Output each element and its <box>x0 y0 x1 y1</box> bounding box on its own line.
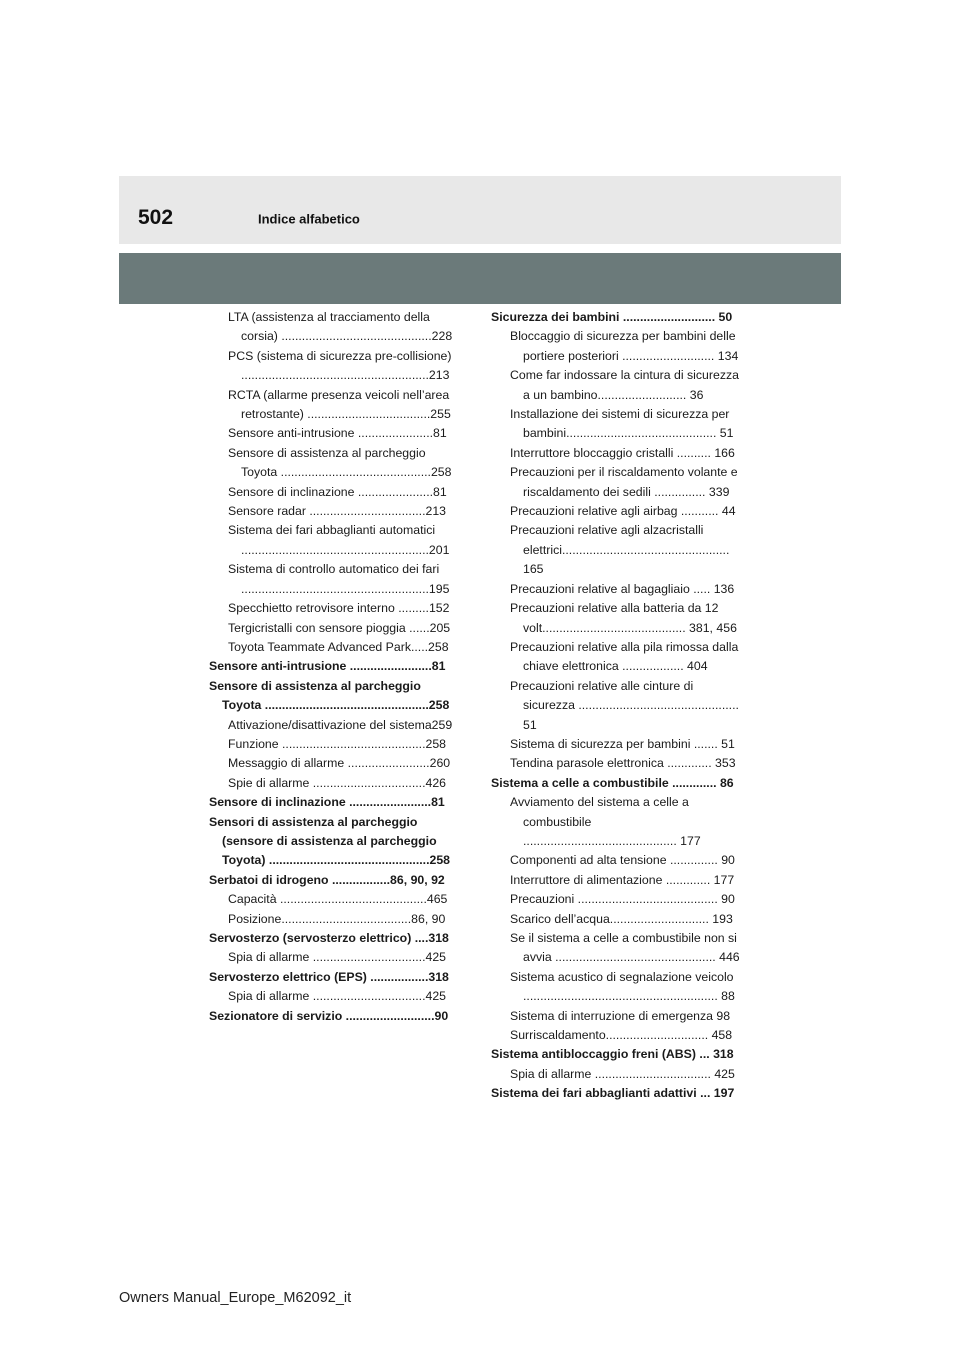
index-subentry: Tergicristalli con sensore pioggia ......205 <box>228 620 451 635</box>
index-subentry: Precauzioni relative al bagagliaio ..... 136 <box>510 581 735 596</box>
index-subentry: Sensore di inclinazione ......................81 <box>228 484 447 499</box>
section-title: Indice alfabetico <box>258 211 360 227</box>
index-subentry: Capacità ...........................................465 <box>228 892 448 907</box>
index-entry: Sensore anti-intrusione ........................81 <box>209 659 446 674</box>
index-subentry: Bloccaggio di sicurezza per bambini delle portiere posteriori ........................... 134 <box>510 329 739 363</box>
index-entry: Sensore di inclinazione ........................81 <box>209 795 445 810</box>
index-subentry: Tendina parasole elettronica ............. 353 <box>510 756 736 771</box>
index-subentry: Posizione......................................86, 90 <box>228 911 446 926</box>
index-subentry: Sistema di interruzione di emergenza 98 <box>510 1008 731 1023</box>
index-subentry: RCTA (allarme presenza veicoli nell’area retrostante) ....................................255 <box>228 387 451 422</box>
index-subentry: Interruttore di alimentazione ............. 177 <box>510 872 735 887</box>
index-entry: Sensori di assistenza al parcheggio (sensore di assistenza al parcheggio Toyota) ...............................................258 <box>209 814 450 868</box>
index-entry: Servosterzo (servosterzo elettrico) ....318 <box>209 931 449 945</box>
index-subentry: Componenti ad alta tensione .............. 90 <box>510 853 735 868</box>
index-subentry: Messaggio di allarme ........................260 <box>228 756 451 771</box>
index-subentry: Spia di allarme .................................425 <box>228 989 447 1004</box>
index-subentry: Interruttore bloccaggio cristalli .......... 166 <box>510 445 735 460</box>
index-subentry: Sistema acustico di segnalazione veicolo ......................................................... 88 <box>510 969 735 1004</box>
index-subentry: Funzione ..........................................258 <box>228 736 447 751</box>
index-subentry: Installazione dei sistemi di sicurezza per bambini............................................ 51 <box>510 407 734 441</box>
index-subentry: Toyota Teammate Advanced Park.....258 <box>228 639 449 654</box>
index-subentry: Sistema di controllo automatico dei fari .......................................................195 <box>228 562 450 596</box>
index-entry: Sistema a celle a combustibile ............. 86 <box>491 775 734 790</box>
index-subentry: Precauzioni relative agli alzacristalli elettrici................................................. 165 <box>510 523 730 577</box>
index-subentry: Specchietto retrovisore interno .........152 <box>228 601 450 616</box>
index-column-left <box>209 308 461 1026</box>
index-column-right <box>491 308 743 1104</box>
page-footer: Owners Manual_Europe_M62092_it <box>119 1290 352 1306</box>
index-entry: Sicurezza dei bambini ........................... 50 <box>491 310 733 324</box>
index-entry: Sezionatore di servizio ..........................90 <box>209 1008 449 1023</box>
index-entry: Sensore di assistenza al parcheggio Toyota ................................................258 <box>209 678 450 713</box>
index-entry: Sistema dei fari abbaglianti adattivi ... 197 <box>491 1086 735 1101</box>
index-subentry: Precauzioni relative alle cinture di sicurezza ............................................... 51 <box>510 678 739 732</box>
index-subentry: Spia di allarme .................................. 425 <box>510 1066 735 1081</box>
index-entry: Serbatoi di idrogeno .................86, 90, 92 <box>209 872 445 887</box>
index-subentry: Spia di allarme .................................425 <box>228 950 447 965</box>
index-subentry: Spie di allarme .................................426 <box>228 775 447 790</box>
index-subentry: LTA (assistenza al tracciamento della corsia) ............................................228 <box>228 310 453 344</box>
index-subentry: Scarico dell’acqua............................. 193 <box>510 911 733 926</box>
index-subentry: Sensore anti-intrusione ......................81 <box>228 426 447 441</box>
index-subentry: Precauzioni ......................................... 90 <box>510 892 735 907</box>
index-subentry: Sistema dei fari abbaglianti automatici .......................................................201 <box>228 523 450 557</box>
index-subentry: Se il sistema a celle a combustibile non si avvia ............................................... 446 <box>510 931 740 965</box>
index-entry: Sistema antibloccaggio freni (ABS) ... 318 <box>491 1047 734 1062</box>
index-subentry: Sensore di assistenza al parcheggio Toyota ............................................258 <box>228 445 452 480</box>
header-divider-bar <box>119 253 841 304</box>
index-subentry: Precauzioni per il riscaldamento volante e riscaldamento dei sedili ............... 339 <box>510 465 738 499</box>
page-number: 502 <box>138 206 174 229</box>
index-subentry: Precauzioni relative alla batteria da 12 volt.......................................... 381, 456 <box>510 601 737 635</box>
index-subentry: Attivazione/disattivazione del sistema259 <box>228 717 453 732</box>
index-subentry: Come far indossare la cintura di sicurezza a un bambino.......................... 36 <box>510 368 739 402</box>
index-subentry: Avviamento del sistema a celle a combustibile ............................................. 177 <box>510 795 701 848</box>
index-subentry: Sensore radar ..................................213 <box>228 504 447 519</box>
index-subentry: Sistema di sicurezza per bambini ....... 51 <box>510 736 735 751</box>
index-subentry: Precauzioni relative agli airbag ........... 44 <box>510 504 736 519</box>
index-subentry: PCS (sistema di sicurezza pre-collisione) .......................................................213 <box>228 348 452 383</box>
page-header <box>119 176 841 244</box>
index-subentry: Surriscaldamento.............................. 458 <box>510 1028 733 1043</box>
index-subentry: Precauzioni relative alla pila rimossa dalla chiave elettronica .................. 404 <box>510 639 739 674</box>
index-entry: Servosterzo elettrico (EPS) .................318 <box>209 969 449 984</box>
